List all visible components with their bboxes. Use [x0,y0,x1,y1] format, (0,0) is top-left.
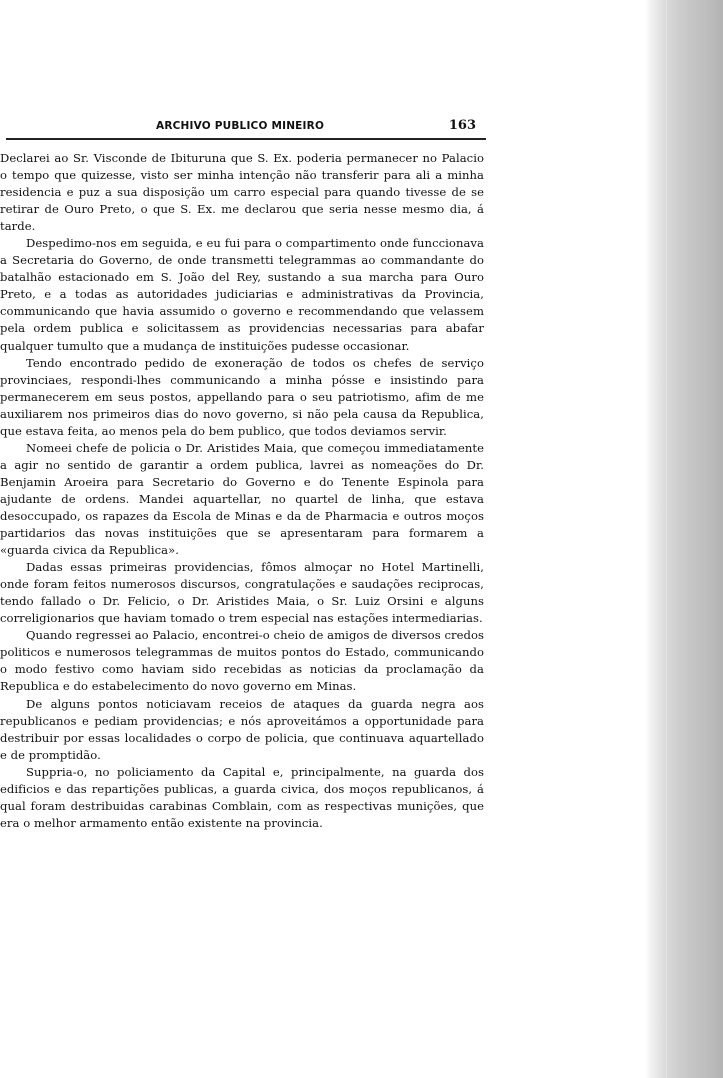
paragraph: Nomeei chefe de policia o Dr. Aristides Maia, que começou immediatamente a agir no sentido de garantir a ordem publica, lavrei as nomeações do Dr. Benjamin Aroeira para Secretario do Governo e do Tenente Espinola para ajudante de ordens. Mandei aquartellar, no quartel de linha, que estava desoccupado, os rapazes da Escola de Minas e da de Pharmacia e outros moços partidarios das novas instituições que se apresentaram para formarem a «guarda civica da Republica». [0,440,484,558]
paragraph: De alguns pontos noticiavam receios de ataques da guarda negra aos republicanos e pediam providencias; e nós aproveitámos a opportunidade para destribuir por essas localidades o corpo de policia, que continuava aquartellado e de promptidão. [0,696,484,762]
page-edge-shadow [645,0,723,1078]
paragraph: Despedimo-nos em seguida, e eu fui para o compartimento onde funccionava a Secretaria do Governo, de onde transmetti telegrammas ao commandante do batalhão estacionado em S. João del Rey, sustando a sua marcha para Ouro Preto, e a todas as autoridades judiciarias e administrativas da Provincia, communicando que havia assumido o governo e recommendando que velassem pela ordem publica e solicitassem as providencias necessarias para abafar qualquer tumulto que a mudança de instituições pudesse occasionar. [0,236,484,353]
paragraph: Declarei ao Sr. Visconde de Ibituruna que S. Ex. poderia permanecer no Palacio o tempo que quizesse, visto ser minha intenção não transferir para ali a minha residencia e puz a sua disposição um carro especial para quando tivesse de se retirar de Ouro Preto, o que S. Ex. me declarou que seria nesse mesmo dia, á tarde. [0,151,484,234]
header-rule [6,138,486,140]
running-head: ARCHIVO PUBLICO MINEIRO [156,120,325,132]
page-edge-line [666,0,667,1078]
paragraph: Suppria-o, no policiamento da Capital e, principalmente, na guarda dos edificios e das repartições publicas, a guarda civica, dos moços republicanos, á qual foram destribuidas carabinas Comblain, com as respectivas munições, que era o melhor armamento então existente na provincia. [0,764,484,830]
page-number: 163 [448,118,476,133]
page-header [6,118,494,138]
paragraph: Tendo encontrado pedido de exoneração de todos os chefes de serviço provinciaes, respondi-lhes communicando a minha pósse e insistindo para permanecerem em seus postos, appellando para o seu patriotismo, afim de me auxiliarem nos primeiros dias do novo governo, si não pela causa da Republica, que estava feita, ao menos pela do bem publico, que todos deviamos servir. [0,355,484,438]
paragraph: Dadas essas primeiras providencias, fômos almoçar no Hotel Martinelli, onde foram feitos numerosos discursos, congratulações e saudações reciprocas, tendo fallado o Dr. Felicio, o Dr. Aristides Maia, o Sr. Luiz Orsini e alguns correligionarios que haviam tomado o trem especial nas estações intermediarias. [0,560,484,626]
paragraph: Quando regressei ao Palacio, encontrei-o cheio de amigos de diversos credos politicos e numerosos telegrammas de muitos pontos do Estado, communicando o modo festivo como haviam sido recebidas as noticias da proclamação da Republica e do estabelecimento do novo governo em Minas. [0,628,484,694]
body-text [0,150,484,832]
